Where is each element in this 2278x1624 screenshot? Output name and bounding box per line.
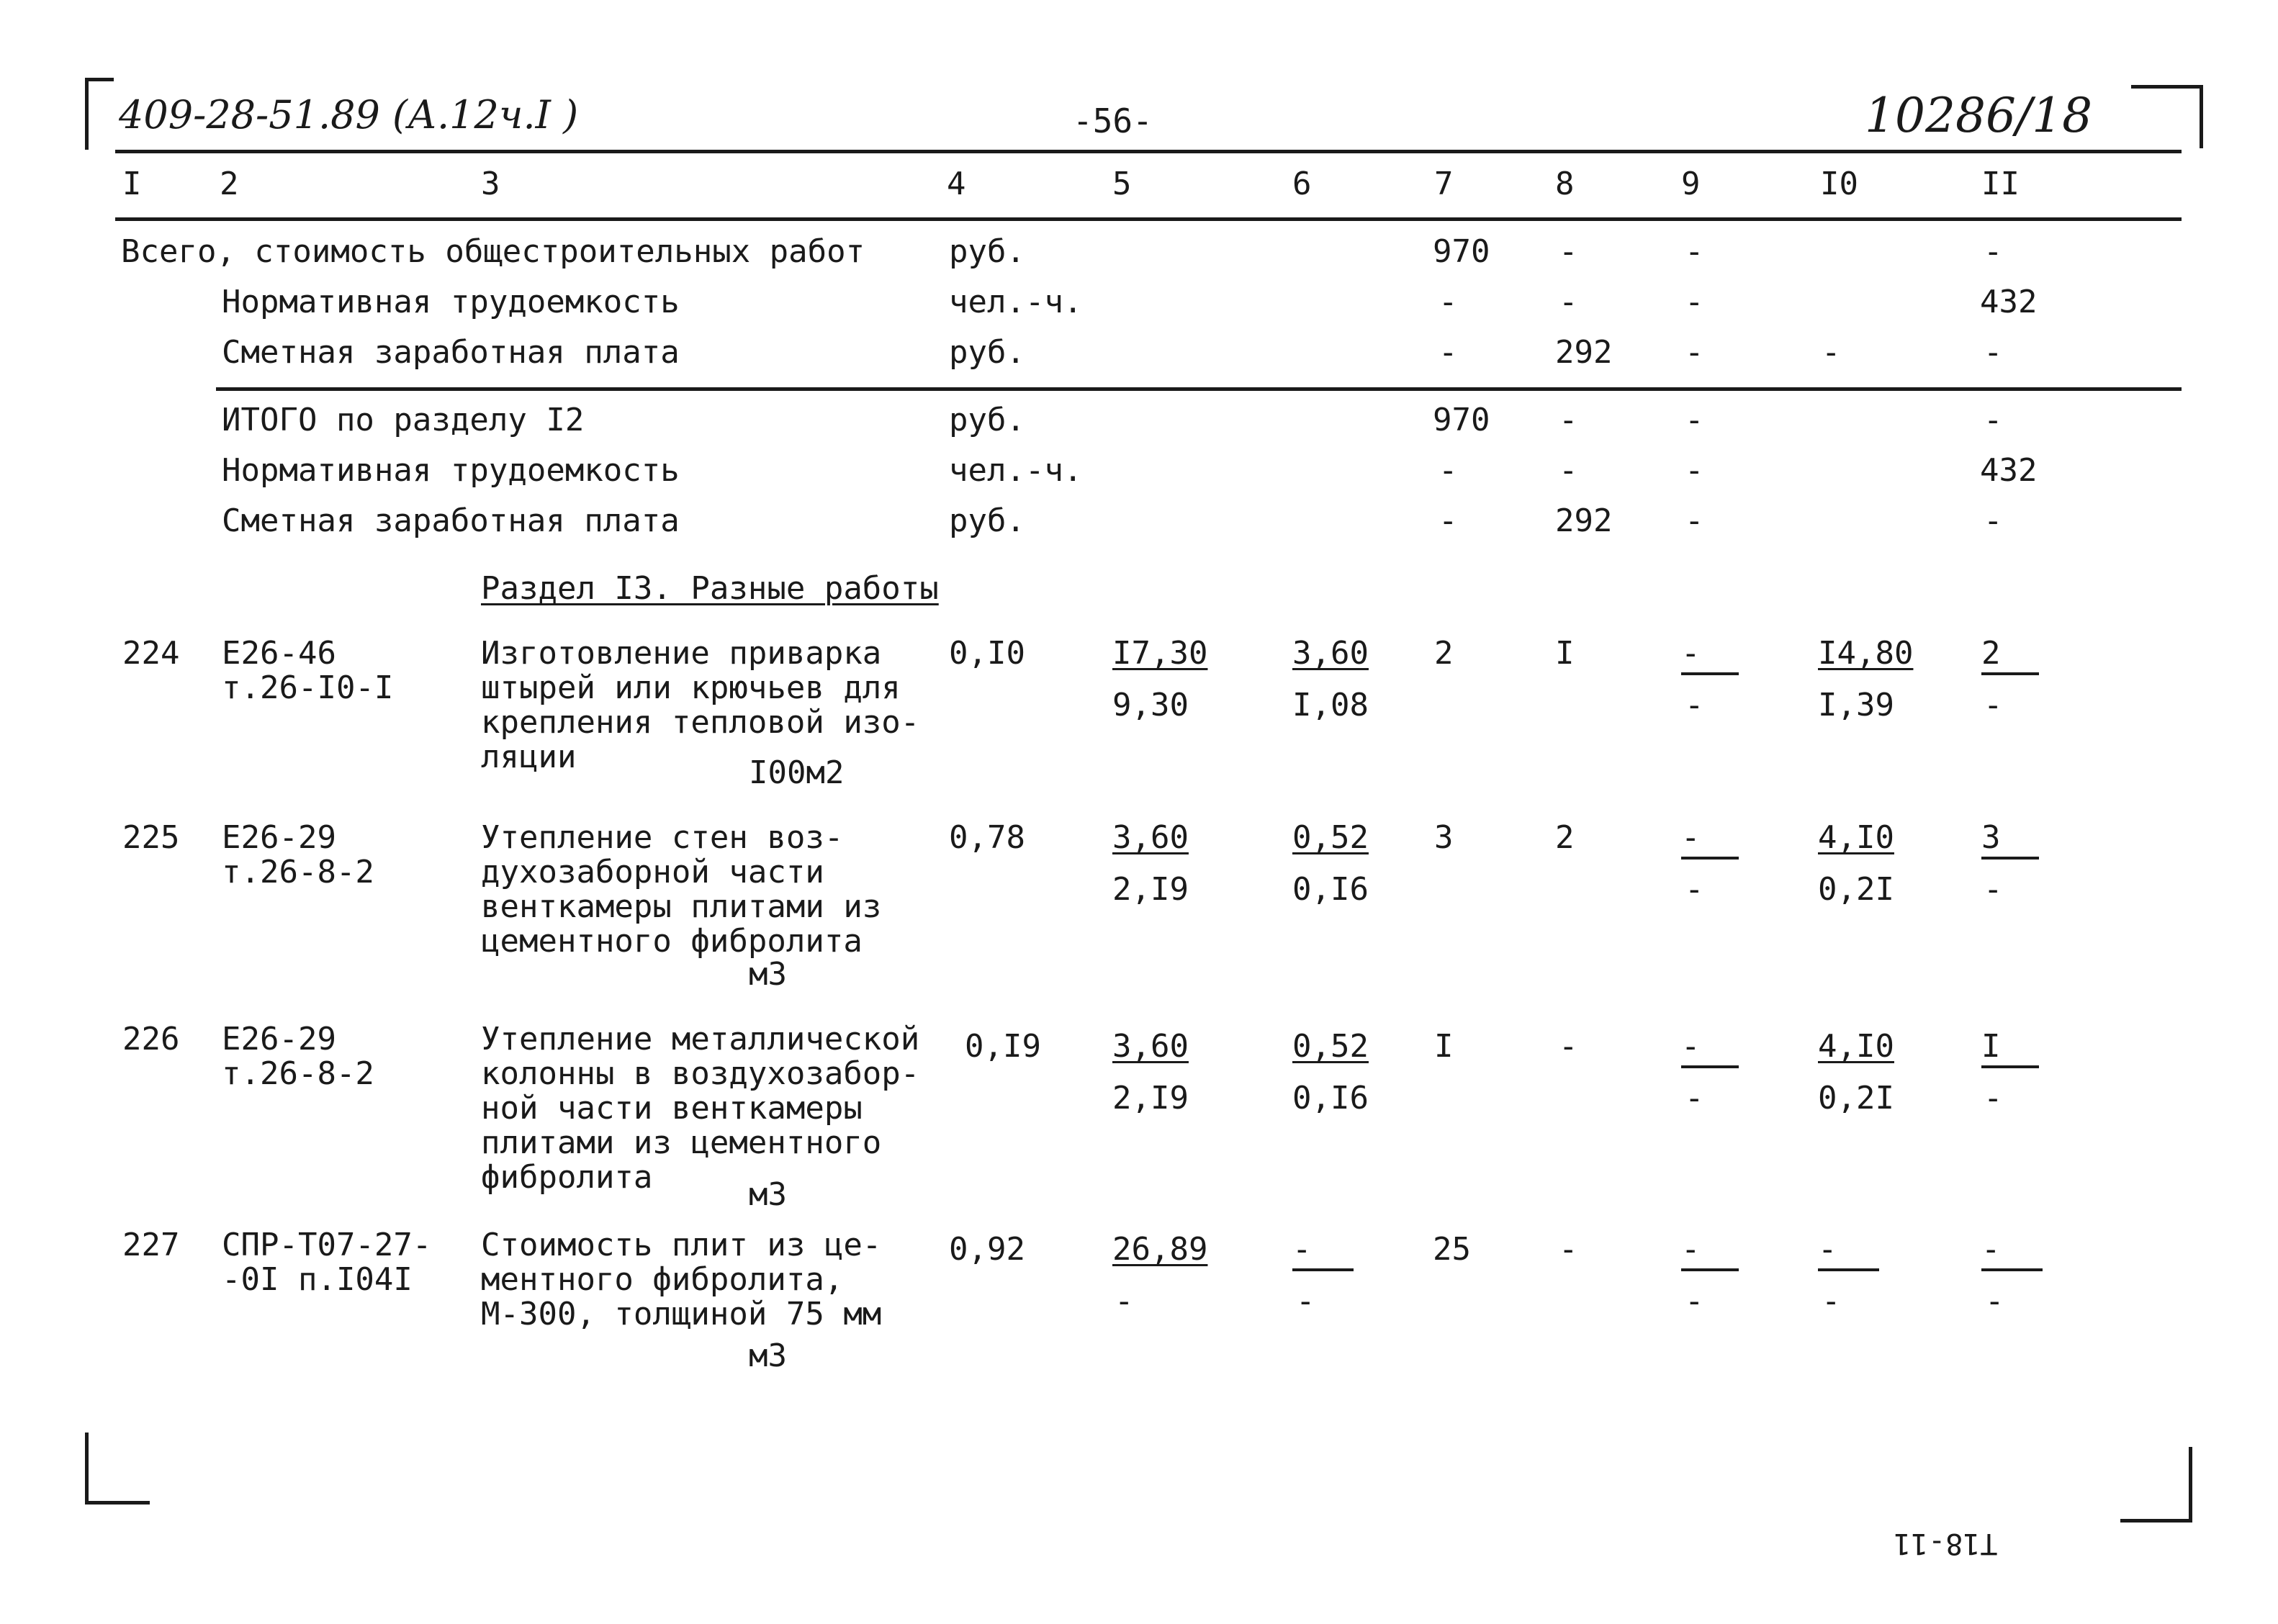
section-title: Раздел I3. Разные работы: [481, 570, 939, 607]
row-code: Е26-29 т.26-8-2: [222, 819, 374, 890]
row-quantity: 0,I9: [965, 1028, 1041, 1065]
row-quantity: 0,I0: [949, 635, 1025, 672]
summary-c7: -: [1439, 284, 1458, 320]
row-unit: м3: [749, 956, 787, 993]
cell-c6-top: 3,60: [1292, 635, 1369, 672]
col-header-6: 6: [1292, 166, 1312, 202]
cell-c10-bottom: I,39: [1818, 687, 1894, 723]
summary-c11: -: [1984, 502, 2003, 539]
summary-c7: -: [1439, 452, 1458, 489]
row-description: Стоимость плит из це- ментного фибролита, М-300, толщиной 75 мм: [481, 1227, 882, 1332]
summary-c9: -: [1685, 284, 1704, 320]
col-header-5: 5: [1112, 166, 1132, 202]
cell-c5-bottom: -: [1115, 1283, 1134, 1320]
cell-c11-bottom: -: [1985, 1283, 2004, 1320]
cell-c7: 25: [1433, 1231, 1471, 1268]
cell-c5-bottom: 2,I9: [1112, 1080, 1189, 1116]
header-rule: [115, 150, 2182, 153]
cell-c11-top: -: [1981, 1232, 2043, 1271]
cell-c9-bottom: -: [1685, 1080, 1704, 1116]
cell-c5-bottom: 2,I9: [1112, 871, 1189, 908]
summary-c7: 970: [1433, 233, 1490, 270]
summary-unit: руб.: [949, 402, 1025, 438]
cell-c10-top: 4,I0: [1818, 819, 1894, 856]
row-code: СПР-Т07-27- -0I п.I04I: [222, 1227, 432, 1298]
cell-c10-bottom: 0,2I: [1818, 871, 1894, 908]
summary-label: Сметная заработная плата: [222, 334, 680, 371]
summary-label: Нормативная трудоемкость: [222, 452, 680, 489]
summary-c11: 432: [1980, 284, 2038, 320]
col-header-3: 3: [481, 166, 500, 202]
summary-label: Всего, стоимость общестроительных работ: [121, 233, 865, 270]
summary-c9: -: [1685, 502, 1704, 539]
frame-corner-bottom-left: [85, 1433, 89, 1505]
cell-c6-bottom: -: [1296, 1283, 1315, 1320]
cell-c10-bottom: -: [1822, 1283, 1841, 1320]
summary-c9: -: [1685, 233, 1704, 270]
cell-c5-top: 3,60: [1112, 819, 1189, 856]
row-description: Утепление металлической колонны в воздухозабор- ной части венткамеры плитами из цементного фибролита: [481, 1021, 920, 1196]
cell-c9-bottom: -: [1685, 871, 1704, 908]
summary-c9: -: [1685, 402, 1704, 438]
row-unit: м3: [749, 1176, 787, 1213]
cell-c9-top: -: [1681, 636, 1739, 675]
summary-unit: руб.: [949, 502, 1025, 539]
summary-unit: руб.: [949, 233, 1025, 270]
row-quantity: 0,92: [949, 1231, 1025, 1268]
summary-unit: чел.-ч.: [949, 452, 1083, 489]
cell-c11-bottom: -: [1984, 1080, 2003, 1116]
cell-c10-top: I4,80: [1818, 635, 1914, 672]
col-header-8: 8: [1555, 166, 1575, 202]
cell-c6-top: 0,52: [1292, 1028, 1369, 1065]
frame-corner-bottom-left-h: [85, 1501, 150, 1505]
summary-c10: -: [1822, 334, 1841, 371]
cell-c10-bottom: 0,2I: [1818, 1080, 1894, 1116]
row-code: Е26-29 т.26-8-2: [222, 1021, 374, 1092]
col-header-2: 2: [220, 166, 239, 202]
cell-c5-top: 26,89: [1112, 1231, 1208, 1268]
frame-corner-top-right-h: [2131, 85, 2203, 89]
cell-c8: 2: [1555, 819, 1575, 856]
summary-c8: -: [1559, 402, 1578, 438]
col-header-1: I: [122, 166, 142, 202]
row-description: Утепление стен воз- духозаборной части венткамеры плитами из цементного фибролита: [481, 819, 882, 960]
cell-c5-top: 3,60: [1112, 1028, 1189, 1065]
summary-c9: -: [1685, 334, 1704, 371]
col-header-11: II: [1981, 166, 2020, 202]
cell-c11-top: I: [1981, 1029, 2039, 1068]
cell-c6-bottom: 0,I6: [1292, 871, 1369, 908]
cell-c9-bottom: -: [1685, 1283, 1704, 1320]
summary-c11: -: [1984, 233, 2003, 270]
cell-c7: I: [1434, 1028, 1454, 1065]
cell-c11-bottom: -: [1984, 687, 2003, 723]
summary-unit: чел.-ч.: [949, 284, 1083, 320]
row-number: 227: [122, 1227, 180, 1263]
cell-c7: 3: [1434, 819, 1454, 856]
frame-corner-bottom-right-h: [2120, 1519, 2192, 1522]
row-number: 226: [122, 1021, 180, 1057]
summary-c8: -: [1559, 284, 1578, 320]
cell-c11-top: 2: [1981, 636, 2039, 675]
cell-c6-bottom: I,08: [1292, 687, 1369, 723]
cell-c7: 2: [1434, 635, 1454, 672]
summary-c7: 970: [1433, 402, 1490, 438]
summary-c11: 432: [1980, 452, 2038, 489]
page-number: -56-: [1073, 102, 1153, 140]
row-unit: м3: [749, 1337, 787, 1374]
summary-c11: -: [1984, 402, 2003, 438]
summary-unit: руб.: [949, 334, 1025, 371]
summary-label: Сметная заработная плата: [222, 502, 680, 539]
col-header-7: 7: [1434, 166, 1454, 202]
summary-c8: -: [1559, 452, 1578, 489]
columns-rule: [115, 217, 2182, 221]
archive-number: 10286/18: [1865, 88, 2093, 143]
summary-label: ИТОГО по разделу I2: [222, 402, 585, 438]
cell-c10-top: -: [1818, 1232, 1879, 1271]
cell-c6-bottom: 0,I6: [1292, 1080, 1369, 1116]
cell-c9-top: -: [1681, 1029, 1739, 1068]
summary-c8: -: [1559, 233, 1578, 270]
col-header-4: 4: [947, 166, 966, 202]
frame-corner-top-left: [85, 78, 89, 150]
summary-c8: 292: [1555, 502, 1613, 539]
row-code: Е26-46 т.26-I0-I: [222, 635, 394, 706]
summary-rule: [216, 387, 2182, 391]
cell-c8: -: [1559, 1028, 1578, 1065]
cell-c9-bottom: -: [1685, 687, 1704, 723]
row-unit: I00м2: [749, 754, 845, 791]
summary-c7: -: [1439, 502, 1458, 539]
cell-c11-bottom: -: [1984, 871, 2003, 908]
row-quantity: 0,78: [949, 819, 1025, 856]
summary-c11: -: [1984, 334, 2003, 371]
row-description: Изготовление приварка штырей или крючьев для крепления тепловой изо- ляции: [481, 635, 920, 775]
cell-c9-top: -: [1681, 1232, 1739, 1271]
cell-c5-top: I7,30: [1112, 635, 1208, 672]
cell-c11-top: 3: [1981, 821, 2039, 860]
cell-c5-bottom: 9,30: [1112, 687, 1189, 723]
summary-c9: -: [1685, 452, 1704, 489]
cell-c6-top: 0,52: [1292, 819, 1369, 856]
row-number: 225: [122, 819, 180, 856]
doc-code: 409-28-51.89 (А.12ч.I ): [119, 92, 579, 137]
frame-corner-top-right: [2200, 85, 2203, 148]
frame-corner-top-left-h: [85, 78, 114, 81]
col-header-10: I0: [1820, 166, 1858, 202]
row-number: 224: [122, 635, 180, 672]
col-header-9: 9: [1681, 166, 1701, 202]
frame-corner-bottom-right: [2189, 1447, 2192, 1522]
cell-c8: I: [1555, 635, 1575, 672]
summary-label: Нормативная трудоемкость: [222, 284, 680, 320]
summary-c8: 292: [1555, 334, 1613, 371]
summary-c7: -: [1439, 334, 1458, 371]
cell-c10-top: 4,I0: [1818, 1028, 1894, 1065]
cell-c9-top: -: [1681, 821, 1739, 860]
cell-c8: -: [1559, 1231, 1578, 1268]
cell-c6-top: -: [1292, 1232, 1354, 1271]
form-code: Т18-11: [1894, 1527, 1998, 1560]
